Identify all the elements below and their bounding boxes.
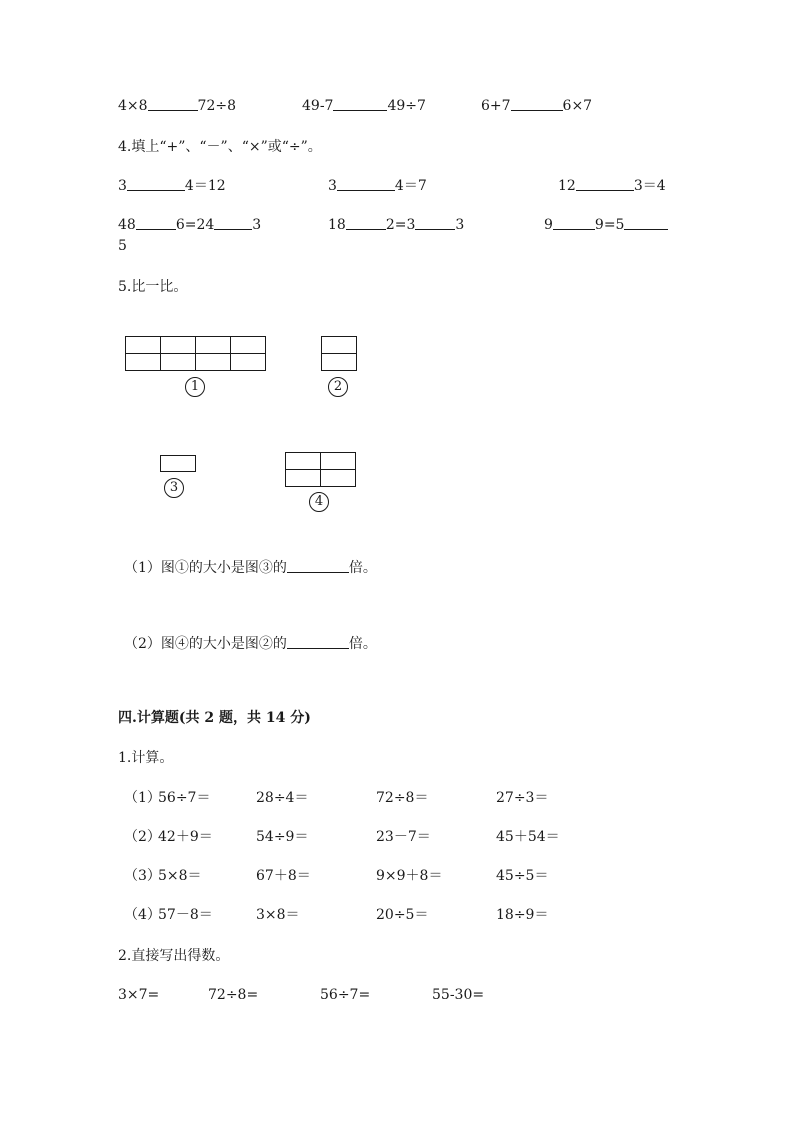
q4-row1-item-2 [328,178,427,194]
calc-item: 45÷5＝ [496,868,549,884]
q5-sub1 [124,560,377,576]
calc-row-label: （3） [124,868,161,884]
q4-row1-item-1 [118,178,226,194]
calc-row-label: （2） [124,829,161,845]
q4-row2-item-3 [544,217,668,233]
calc-row-label: （1） [124,790,161,806]
question-text: 倍。 [348,636,377,652]
answer-blank[interactable] [415,217,455,230]
operand: 18 [328,217,346,233]
compare-item-2 [302,98,426,114]
answer-blank[interactable] [214,217,252,230]
compare-left: 49-7 [302,98,334,114]
figure-2-label: 2 [328,377,348,397]
operand: 3＝4 [633,178,666,194]
calc-title: 1.计算。 [118,750,174,766]
answer-blank[interactable] [346,217,386,230]
answer-blank[interactable] [136,217,176,230]
figure-3-grid [160,455,196,472]
figure-1-grid [125,336,266,371]
answer-blank[interactable] [127,178,185,191]
section-4-title: 四.计算题(共 2 题，共 14 分) [118,710,311,726]
compare-right: 49÷7 [387,98,426,114]
q4-row2-item-2 [328,217,464,233]
answer-blank[interactable] [287,636,349,649]
operand: 3 [455,217,465,233]
calc-row-label: （4） [124,907,161,923]
compare-left: 6+7 [481,98,511,114]
compare-item-1 [118,98,236,114]
calc-item: 27÷3＝ [496,790,549,806]
operand: 12 [558,178,576,194]
compare-item-3 [481,98,592,114]
answer-blank[interactable] [553,217,595,230]
figure-3-label: 3 [164,478,184,498]
figure-4-label: 4 [309,492,329,512]
operand: 6=24 [175,217,215,233]
q5-sub2 [124,636,377,652]
calc-item: 54÷9＝ [256,829,309,845]
answer-blank[interactable] [337,178,395,191]
operand: 9=5 [594,217,625,233]
answer-blank[interactable] [624,217,668,230]
answer-blank[interactable] [333,98,387,111]
calc-item: 45＋54＝ [496,829,560,845]
operand: 9 [544,217,553,233]
calc-item: 72÷8＝ [376,790,429,806]
q4-wrap-text: 5 [118,238,127,254]
question-text: 倍。 [348,560,377,576]
calc-item: 5×8＝ [158,868,202,884]
question-text: （2）图④的大小是图②的 [124,636,287,652]
calc-item: 9×9＋8＝ [376,868,443,884]
direct-item: 55-30= [432,987,485,1003]
q4-row1-item-3 [558,178,666,194]
operand: 3 [118,178,127,194]
compare-left: 4×8 [118,98,148,114]
q4-title: 4.填上“+”、“－”、“×”或“÷”。 [118,139,322,155]
answer-blank[interactable] [511,98,563,111]
calc-item: 3×8＝ [256,907,300,923]
direct-item: 3×7= [118,987,160,1003]
q4-row2-item-1 [118,217,261,233]
figure-1-label: 1 [185,377,205,397]
operand: 3 [252,217,262,233]
calc-item: 18÷9＝ [496,907,549,923]
answer-blank[interactable] [148,98,198,111]
figure-4-grid [285,452,356,487]
operand: 4＝12 [184,178,226,194]
answer-blank[interactable] [576,178,634,191]
compare-right: 6×7 [562,98,593,114]
calc-item: 42＋9＝ [158,829,213,845]
question-text: （1）图①的大小是图③的 [124,560,287,576]
q5-title: 5.比一比。 [118,279,188,295]
operand: 2=3 [385,217,416,233]
answer-blank[interactable] [287,560,349,573]
operand: 4＝7 [394,178,427,194]
direct-title: 2.直接写出得数。 [118,948,230,964]
direct-item: 72÷8= [208,987,259,1003]
calc-item: 28÷4＝ [256,790,309,806]
calc-item: 56÷7＝ [158,790,211,806]
direct-item: 56÷7= [320,987,371,1003]
operand: 3 [328,178,337,194]
operand: 48 [118,217,136,233]
figure-2-grid [321,336,357,371]
calc-item: 20÷5＝ [376,907,429,923]
calc-item: 57－8＝ [158,907,213,923]
calc-item: 67＋8＝ [256,868,311,884]
calc-item: 23－7＝ [376,829,431,845]
compare-right: 72÷8 [197,98,236,114]
